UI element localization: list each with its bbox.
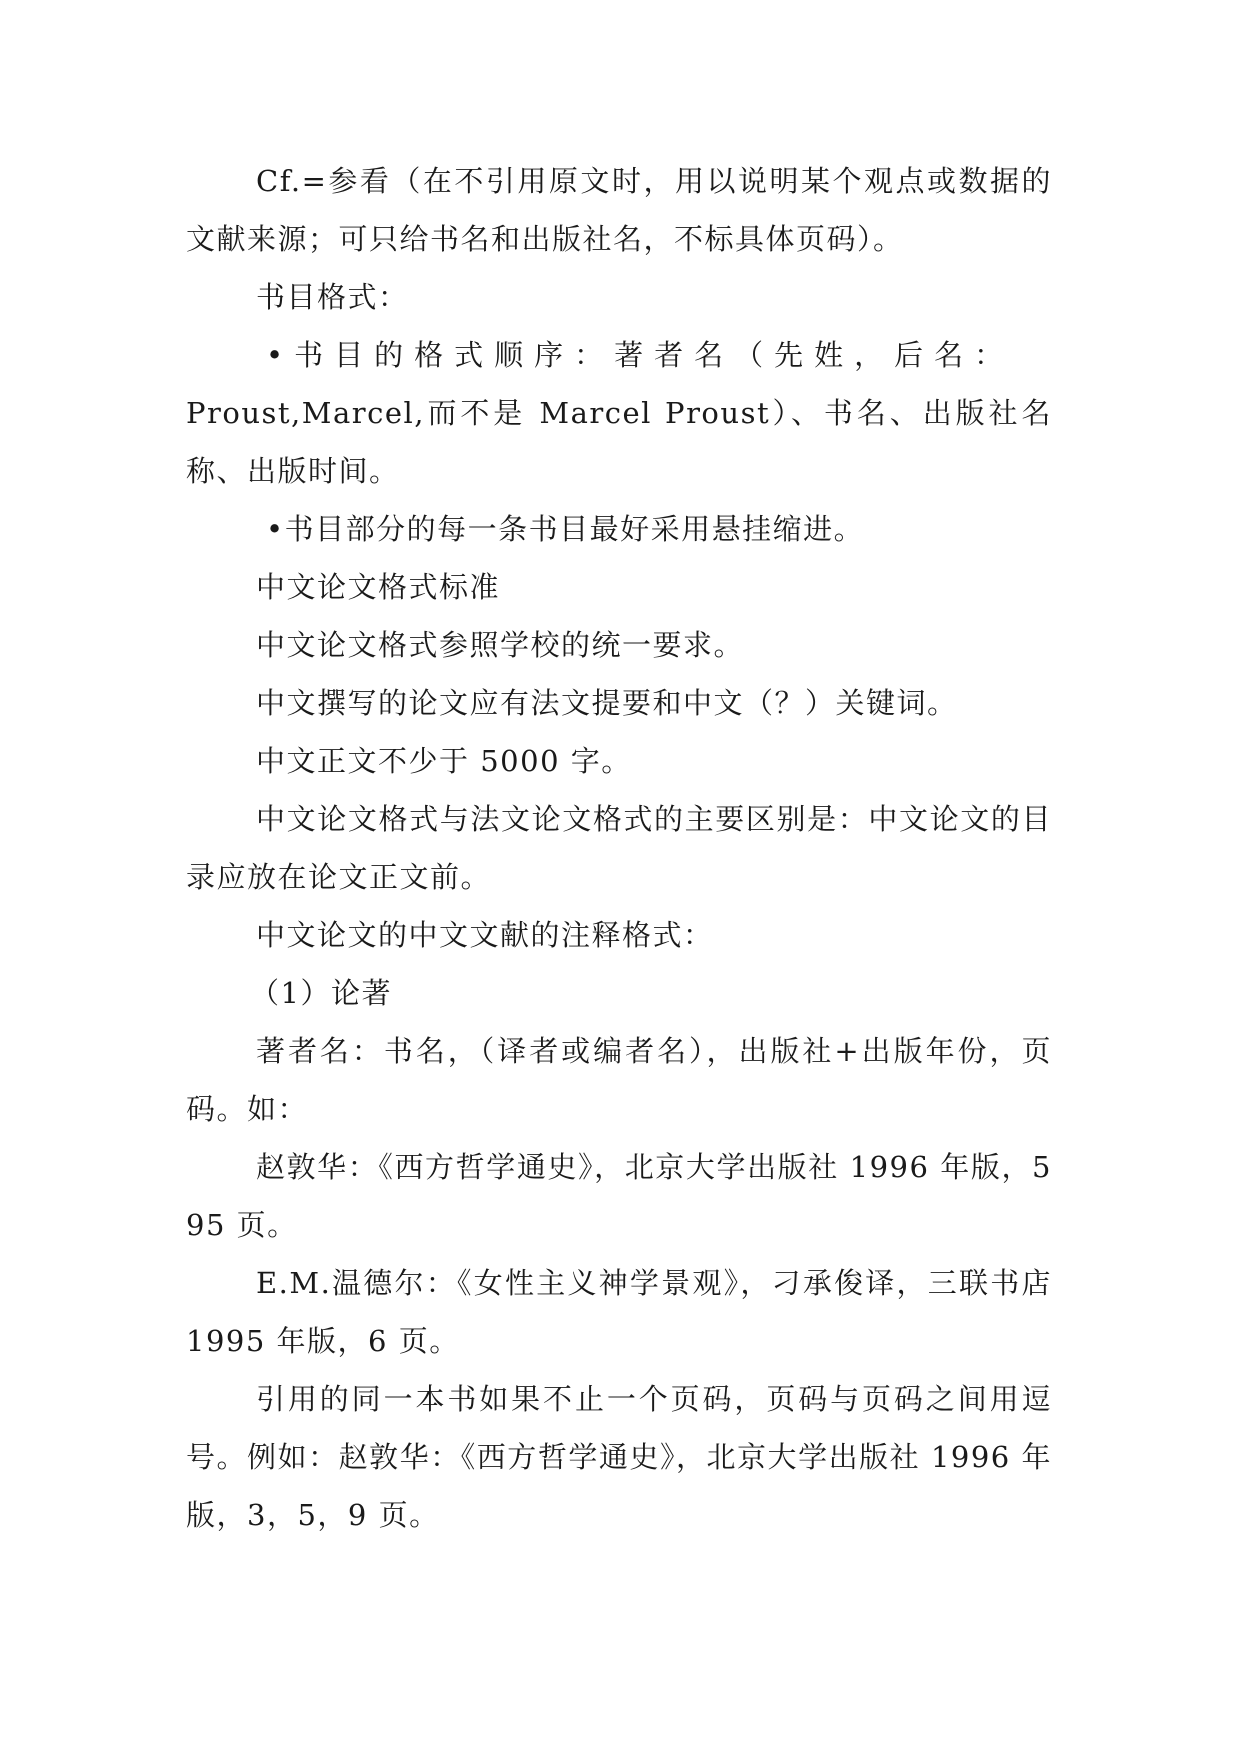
paragraph-example-zhao: 赵敦华：《西方哲学通史》，北京大学出版社 1996 年版，595 页。 (186, 1150, 1052, 1242)
paragraph-bibliography-format-heading: 书目格式： (256, 280, 409, 314)
paragraph-format-difference: 中文论文格式与法文论文格式的主要区别是：中文论文的目录应放在论文正文前。 (186, 802, 1052, 894)
paragraph-bibliography-order-bullet: •书目的格式顺序：著者名（先姓，后名： (266, 338, 1015, 372)
paragraph-annotation-format-heading: 中文论文的中文文献的注释格式： (256, 918, 714, 952)
paragraph-word-count: 中文正文不少于 5000 字。 (256, 744, 632, 778)
paragraph-multiple-pages: 引用的同一本书如果不止一个页码，页码与页码之间用逗号。例如：赵敦华：《西方哲学通史》，北京大学出版社 1996 年版，3，5，9 页。 (186, 1382, 1052, 1532)
paragraph-item-monographs: （1）论著 (250, 976, 392, 1010)
paragraph-school-requirements: 中文论文格式参照学校的统一要求。 (256, 628, 745, 662)
paragraph-hanging-indent-bullet: •书目部分的每一条书目最好采用悬挂缩进。 (266, 512, 865, 546)
paragraph-chinese-format-standard: 中文论文格式标准 (256, 570, 501, 604)
paragraph-monograph-pattern: 著者名：书名，（译者或编者名），出版社+出版年份，页码。如： (186, 1034, 1052, 1126)
document-page (186, 152, 1052, 1544)
paragraph-abstract-keywords: 中文撰写的论文应有法文提要和中文（？）关键词。 (256, 686, 958, 720)
paragraph-example-wendel: E.M.温德尔：《女性主义神学景观》，刁承俊译，三联书店 1995 年版，6 页。 (186, 1266, 1052, 1358)
paragraph-bibliography-order-continuation: Proust,Marcel,而不是 Marcel Proust）、书名、出版社名称、出版时间。 (186, 396, 1052, 488)
paragraph-cf-definition: Cf.=参看（在不引用原文时，用以说明某个观点或数据的文献来源；可只给书名和出版社名，不标具体页码）。 (186, 164, 1052, 256)
